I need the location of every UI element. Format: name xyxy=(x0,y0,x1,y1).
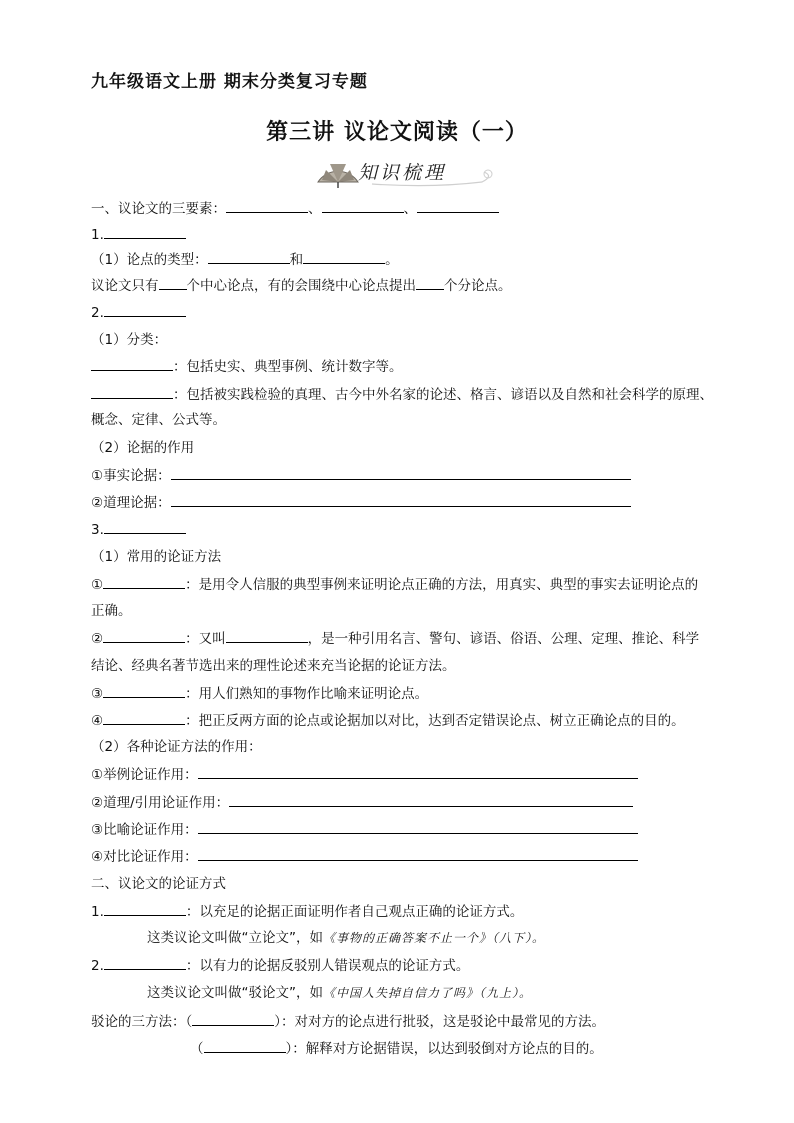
fill-blank[interactable] xyxy=(159,275,187,290)
fill-blank[interactable] xyxy=(303,249,385,264)
fill-blank[interactable] xyxy=(171,492,631,507)
way-2-example: 这类议论文叫做“驳论文”，如《中国人失掉自信力了吗》（九上）。 xyxy=(147,985,533,1001)
reason-role-line: ②道理论据： xyxy=(91,492,631,513)
three-elements-line: 一、议论文的三要素： 、 、 xyxy=(91,198,499,219)
way-1-example: 这类议论文叫做“立论文”，如《事物的正确答案不止一个》（八下）。 xyxy=(147,930,546,946)
fill-blank[interactable] xyxy=(198,819,638,834)
fill-blank[interactable] xyxy=(204,1038,286,1053)
fill-blank[interactable] xyxy=(103,683,185,698)
fill-blank[interactable] xyxy=(198,846,638,861)
fact-evidence-line: ：包括史实、典型事例、统计数字等。 xyxy=(91,356,403,377)
role-1-line: ①举例论证作用： xyxy=(91,764,638,785)
method-3-line: ③ ：用人们熟知的事物作比喻来证明论点。 xyxy=(91,683,428,704)
fill-blank[interactable] xyxy=(416,275,444,290)
method-4-line: ④ ：把正反两方面的论点或论据加以对比，达到否定错误论点、树立正确论点的目的。 xyxy=(91,710,685,731)
way-2-line: 2. ：以有力的论据反驳别人错误观点的论证方式。 xyxy=(91,955,469,976)
fill-blank[interactable] xyxy=(103,628,185,643)
thesis-count-line: 议论文只有 个中心论点，有的会围绕中心论点提出 个分论点。 xyxy=(91,275,512,296)
refute-method-1-line: 驳论的三方法：（ ）：对对方的论点进行批驳，这是驳论中最常见的方法。 xyxy=(91,1011,605,1032)
fill-blank[interactable] xyxy=(104,302,186,317)
section-heading: 一、议论文的三要素： xyxy=(91,201,226,217)
fill-blank[interactable] xyxy=(103,710,185,725)
role-2-line: ②道理/引用论证作用： xyxy=(91,792,633,813)
evidence-classify-heading: （1）分类： xyxy=(91,332,168,348)
reason-evidence-line: ：包括被实践检验的真理、古今中外名家的论述、格言、谚语以及自然和社会科学的原理、 xyxy=(91,384,713,405)
fact-role-line: ①事实论据： xyxy=(91,465,631,486)
fill-blank[interactable] xyxy=(198,764,638,779)
fill-blank[interactable] xyxy=(322,198,404,213)
fill-blank[interactable] xyxy=(104,901,186,916)
thesis-types-line: （1）论点的类型： 和 。 xyxy=(91,249,399,270)
fill-blank[interactable] xyxy=(103,574,185,589)
way-1-line: 1. ：以充足的论据正面证明作者自己观点正确的论证方式。 xyxy=(91,901,523,922)
role-3-line: ③比喻论证作用： xyxy=(91,819,638,840)
section-2-heading: 二、议论文的论证方式 xyxy=(91,876,226,892)
page-title: 第三讲 议论文阅读（一） xyxy=(266,119,528,145)
item-3: 3. xyxy=(91,519,186,540)
fill-blank[interactable] xyxy=(192,1011,274,1026)
method-1-line: ① ：是用令人信服的典型事例来证明论点正确的方法，用真实、典型的事实去证明论点的 xyxy=(91,574,698,595)
method-1-line-2: 正确。 xyxy=(91,603,132,619)
method-roles-heading: （2）各种论证方法的作用： xyxy=(91,739,262,755)
fill-blank[interactable] xyxy=(91,384,173,399)
fill-blank[interactable] xyxy=(171,465,631,480)
fill-blank[interactable] xyxy=(417,198,499,213)
reason-evidence-line-2: 概念、定律、公式等。 xyxy=(91,412,226,428)
series-title: 九年级语文上册 期末分类复习专题 xyxy=(91,72,368,92)
item-1: 1. xyxy=(91,224,186,245)
evidence-role-heading: （2）论据的作用 xyxy=(91,440,195,456)
method-2-line: ② ：又叫 ，是一种引用名言、警句、谚语、俗语、公理、定理、推论、科学 xyxy=(91,628,699,649)
fill-blank[interactable] xyxy=(104,519,186,534)
banner-title: 知识梳理 xyxy=(358,162,447,184)
fill-blank[interactable] xyxy=(91,356,173,371)
knowledge-banner xyxy=(312,152,502,190)
item-2: 2. xyxy=(91,302,186,323)
role-4-line: ④对比论证作用： xyxy=(91,846,638,867)
fill-blank[interactable] xyxy=(226,628,308,643)
fill-blank[interactable] xyxy=(104,955,186,970)
methods-heading: （1）常用的论证方法 xyxy=(91,549,222,565)
refute-method-2-line: （ ）：解释对方论据错误，以达到驳倒对方论点的目的。 xyxy=(190,1038,603,1059)
fill-blank[interactable] xyxy=(104,224,186,239)
method-2-line-2: 结论、经典名著节选出来的理性论述来充当论据的论证方法。 xyxy=(91,658,456,674)
fill-blank[interactable] xyxy=(208,249,290,264)
fill-blank[interactable] xyxy=(226,198,308,213)
fill-blank[interactable] xyxy=(229,792,633,807)
